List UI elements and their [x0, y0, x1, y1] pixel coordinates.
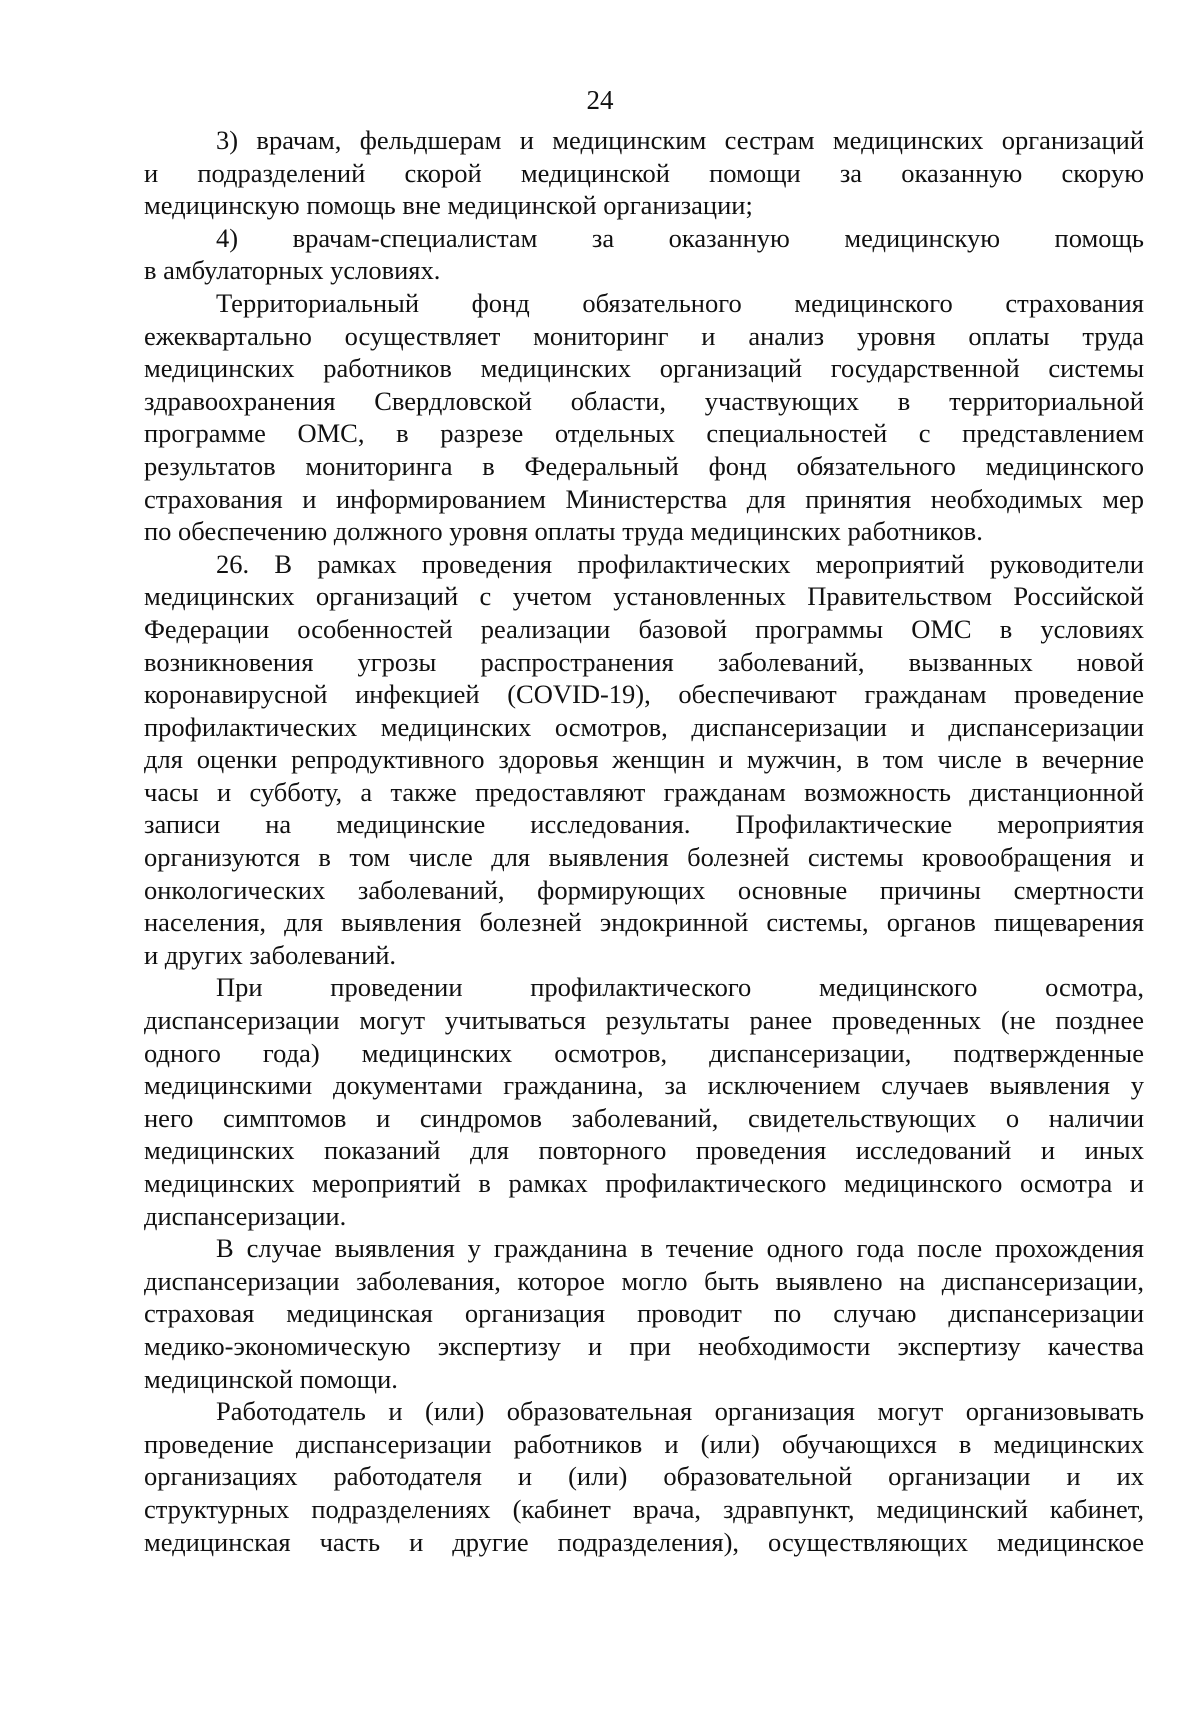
- text-line: для оценки репродуктивного здоровья женщин и мужчин, в том числе в вечерние: [144, 744, 1144, 775]
- text-line: Территориальный фонд обязательного медицинского страхования: [216, 287, 1144, 318]
- text-line: структурных подразделениях (кабинет врача, здравпункт, медицинский кабинет,: [144, 1493, 1144, 1524]
- text-line: проведение диспансеризации работников и (или) обучающихся в медицинских: [144, 1428, 1144, 1459]
- text-line: медицинской помощи.: [144, 1363, 398, 1394]
- text-line: медицинскими документами гражданина, за исключением случаев выявления у: [144, 1070, 1144, 1101]
- text-line: медицинских организаций с учетом установленных Правительством Российской: [144, 581, 1144, 612]
- text-line: программе ОМС, в разрезе отдельных специальностей с представлением: [144, 418, 1144, 449]
- text-line: возникновения угрозы распространения заболеваний, вызванных новой: [144, 646, 1144, 677]
- text-line: и подразделений скорой медицинской помощи за оказанную скорую: [144, 157, 1144, 188]
- text-line: диспансеризации.: [144, 1200, 347, 1231]
- text-line: часы и субботу, а также предоставляют гражданам возможность дистанционной: [144, 776, 1144, 807]
- text-line: коронавирусной инфекцией (COVID-19), обеспечивают гражданам проведение: [144, 679, 1144, 710]
- text-line: 4) врачам-специалистам за оказанную медицинскую помощь: [216, 222, 1144, 253]
- text-line: Федерации особенностей реализации базовой программы ОМС в условиях: [144, 613, 1144, 644]
- text-line: 26. В рамках проведения профилактических мероприятий руководители: [216, 548, 1144, 579]
- text-line: онкологических заболеваний, формирующих основные причины смертности: [144, 874, 1144, 905]
- text-line: организациях работодателя и (или) образовательной организации и их: [144, 1461, 1144, 1492]
- text-line: ежеквартально осуществляет мониторинг и анализ уровня оплаты труда: [144, 320, 1144, 351]
- text-line: 3) врачам, фельдшерам и медицинским сестрам медицинских организаций: [216, 125, 1144, 155]
- text-line: здравоохранения Свердловской области, участвующих в территориальной: [144, 385, 1144, 416]
- text-line: и других заболеваний.: [144, 939, 397, 970]
- text-line: медицинских показаний для повторного проведения исследований и иных: [144, 1135, 1144, 1166]
- text-line: медицинских работников медицинских организаций государственной системы: [144, 353, 1144, 384]
- document-body: [144, 124, 1144, 1558]
- text-line: результатов мониторинга в Федеральный фонд обязательного медицинского: [144, 450, 1144, 481]
- text-line: страховая медицинская организация проводит по случаю диспансеризации: [144, 1298, 1144, 1329]
- text-line: по обеспечению должного уровня оплаты труда медицинских работников.: [144, 516, 983, 547]
- text-line: медико-экономическую экспертизу и при необходимости экспертизу качества: [144, 1330, 1144, 1361]
- text-line: медицинскую помощь вне медицинской организации;: [144, 190, 753, 221]
- text-line: организуются в том числе для выявления болезней системы кровообращения и: [144, 842, 1144, 873]
- text-line: в амбулаторных условиях.: [144, 255, 441, 286]
- text-line: Работодатель и (или) образовательная организация могут организовывать: [216, 1396, 1144, 1427]
- text-line: В случае выявления у гражданина в течение одного года после прохождения: [216, 1233, 1144, 1264]
- page-number: 24: [586, 85, 614, 115]
- text-line: медицинских мероприятий в рамках профилактического медицинского осмотра и: [144, 1168, 1144, 1198]
- text-line: При проведении профилактического медицинского осмотра,: [216, 972, 1144, 1003]
- text-line: населения, для выявления болезней эндокринной системы, органов пищеварения: [144, 907, 1144, 938]
- text-line: одного года) медицинских осмотров, диспансеризации, подтвержденные: [144, 1037, 1144, 1068]
- text-line: диспансеризации заболевания, которое могло быть выявлено на диспансеризации,: [144, 1265, 1144, 1296]
- text-line: него симптомов и синдромов заболеваний, свидетельствующих о наличии: [144, 1102, 1144, 1133]
- text-line: записи на медицинские исследования. Профилактические мероприятия: [144, 809, 1144, 840]
- text-line: медицинская часть и другие подразделения), осуществляющих медицинское: [144, 1526, 1144, 1557]
- text-line: страхования и информированием Министерства для принятия необходимых мер: [144, 483, 1144, 514]
- text-line: диспансеризации могут учитываться результаты ранее проведенных (не позднее: [144, 1005, 1144, 1036]
- text-line: профилактических медицинских осмотров, диспансеризации и диспансеризации: [144, 711, 1144, 742]
